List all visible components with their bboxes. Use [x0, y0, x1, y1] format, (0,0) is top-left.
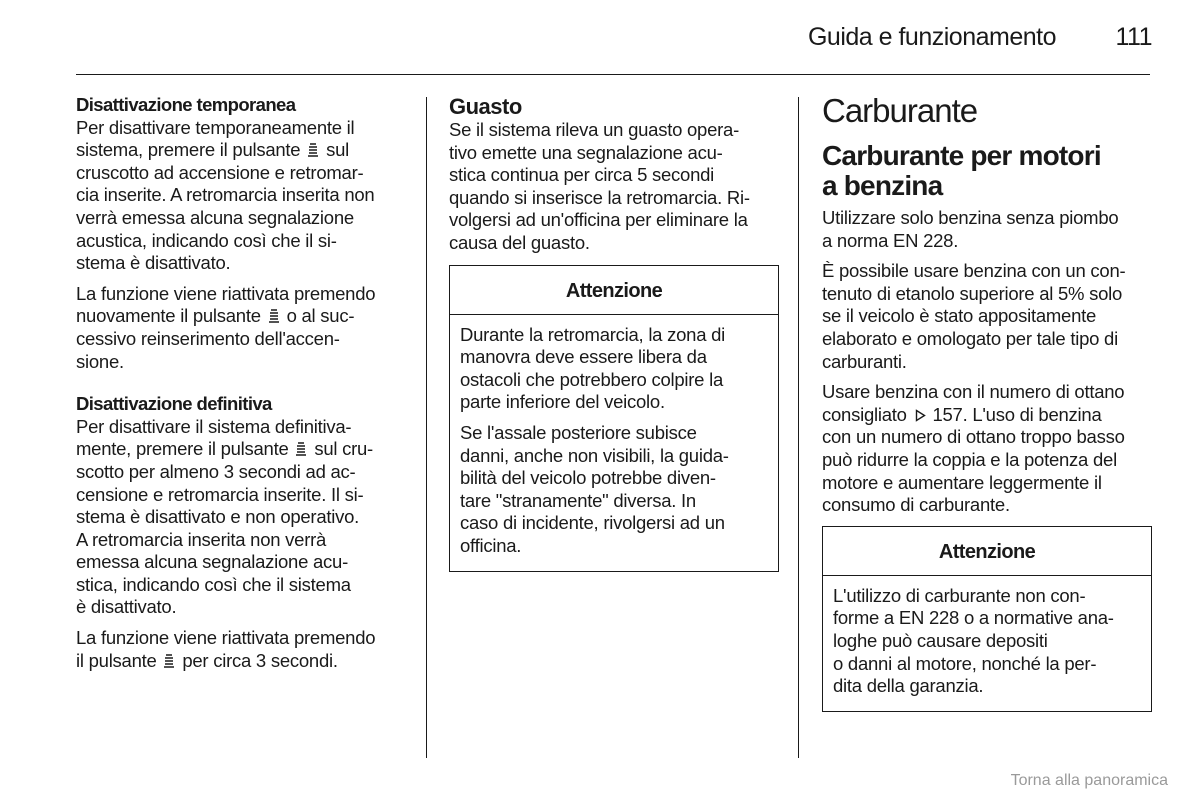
- paragraph-ethanol: È possibile usare benzina con un con- tenuto di etanolo superiore al 5% solo se il veicolo è stato appositamente elaborato e omologato per tale tipo di carburanti.: [822, 260, 1126, 372]
- warning-title: Attenzione: [450, 266, 778, 315]
- heading-petrol-fuel: Carburante per motori a benzina: [822, 140, 1101, 201]
- warning-paragraph: Durante la retromarcia, la zona di manovra deve essere libera da ostacoli che potrebbero colpire la parte inferiore del veicolo.: [460, 323, 726, 413]
- page-number: 111: [1115, 23, 1152, 51]
- paragraph-permanent: Per disattivare il sistema definitiva- mente, premere il pulsante sul cru- scotto per almeno 3 secondi ad ac- censione e retromarcia inserite. Il si- stema è disattivato e non operativo. A retromarcia inserita non verrà emessa alcuna segnalazione acu- stica, indicando così che il sistema è disattivato.: [76, 415, 373, 618]
- parking-sensor-button-icon: [307, 143, 319, 157]
- warning-box-fuel: [822, 526, 1152, 712]
- column-divider: [798, 97, 799, 758]
- paragraph-temporary: Per disattivare temporaneamente il sistema, premere il pulsante sul cruscotto ad accensione e retromar- cia inserite. A retromarcia inserita non verrà emessa alcuna segnalazione acustica, indicando così che il si- stema è disattivato.: [76, 116, 375, 274]
- warning-box-reverse: [449, 265, 779, 572]
- parking-sensor-button-icon: [268, 309, 280, 323]
- heading-permanent-deactivation: Disattivazione definitiva: [76, 393, 272, 415]
- column-3: [822, 94, 1152, 712]
- parking-sensor-button-icon: [295, 442, 307, 456]
- paragraph-reactivation-1: La funzione viene riattivata premendo nuovamente il pulsante o al suc- cessivo reinserimento dell'accen- sione.: [76, 282, 376, 372]
- warning-title: Attenzione: [823, 527, 1151, 576]
- warning-paragraph: L'utilizzo di carburante non con- forme a EN 228 o a normative ana- loghe può causare depositi o danni al motore, nonché la per- dita della garanzia.: [833, 584, 1114, 697]
- column-2: [449, 94, 779, 572]
- heading-fuel: Carburante: [822, 92, 978, 129]
- paragraph-octane: Usare benzina con il numero di ottano consigliato 157. L'uso di benzina con un numero di ottano troppo basso può ridurre la coppia e la potenza del motore e aumentare leggermente il consumo di carburante.: [822, 381, 1125, 516]
- paragraph-fault: Se il sistema rileva un guasto opera- tivo emette una segnalazione acu- stica continua per circa 5 secondi quando si inserisce la retromarcia. Ri- volgersi ad un'officina per eliminare la causa del guasto.: [449, 119, 750, 253]
- paragraph-unleaded: Utilizzare solo benzina senza piombo a norma EN 228.: [822, 207, 1119, 251]
- back-to-overview-link[interactable]: Torna alla panoramica: [1010, 772, 1168, 789]
- heading-temporary-deactivation: Disattivazione temporanea: [76, 94, 296, 115]
- column-1: [76, 94, 411, 680]
- heading-fault: Guasto: [449, 94, 522, 119]
- section-title: Guida e funzionamento: [807, 23, 1056, 51]
- warning-paragraph: Se l'assale posteriore subisce danni, anche non visibili, la guida- bilità del veicolo potrebbe diven- tare "stranamente" diversa. In caso di incidente, rivolgersi ad un officina.: [460, 421, 729, 556]
- parking-sensor-button-icon: [163, 654, 175, 668]
- paragraph-reactivation-2: La funzione viene riattivata premendo il pulsante per circa 3 secondi.: [76, 627, 376, 671]
- page-reference-arrow-icon[interactable]: [915, 409, 926, 422]
- header-divider: [76, 74, 1150, 75]
- column-divider: [426, 97, 427, 758]
- page-reference-link[interactable]: 157. L'uso di benzina: [932, 403, 1102, 425]
